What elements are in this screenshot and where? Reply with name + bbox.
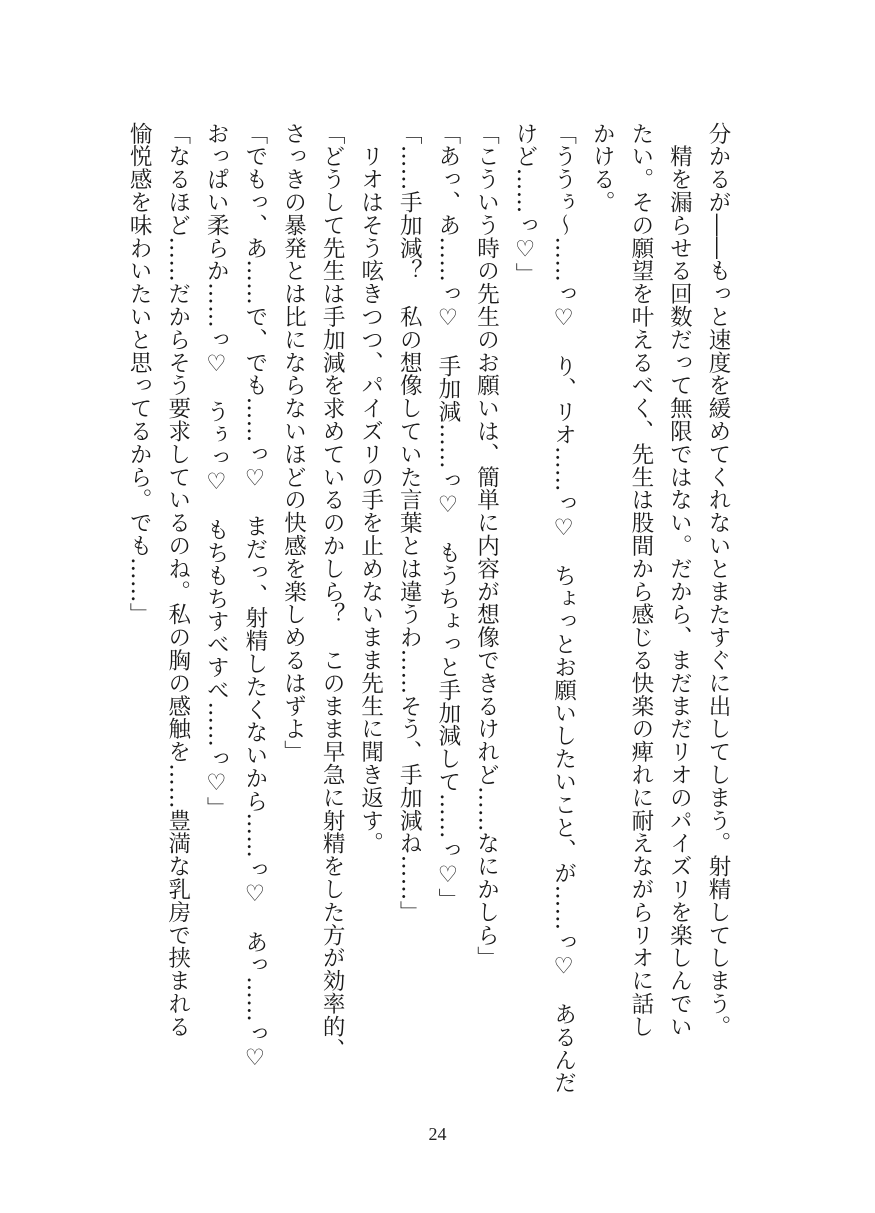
text-line: おっぱい柔らか……っ♡ うぅっ♡ もちもちすべすべ……っ♡」 <box>203 122 230 820</box>
text-line: 「あっ、あ……っ♡ 手加減……っ♡ もうちょっと手加減して……っ♡」 <box>434 122 461 912</box>
vertical-body-text <box>120 122 738 1095</box>
text-line: 「こういう時の先生のお願いは、簡単に内容が想像できるけれど……なにかしら」 <box>473 122 500 970</box>
text-line: 分かるが――もっと速度を緩めてくれないとまたすぐに出してしまう。射精してしまう。 <box>705 122 731 1038</box>
text-line: かける。 <box>589 122 616 214</box>
text-line: たい。その願望を叶えるべく、先生は股間から感じる快楽の痺れに耐えながらリオに話し <box>627 122 654 1038</box>
text-line: さっきの暴発とは比にならないほどの快感を楽しめるはずよ」 <box>280 122 307 764</box>
text-line: リオはそう呟きつつ、パイズリの手を止めないまま先生に聞き返す。 <box>357 122 384 855</box>
text-line: 「どうして先生は手加減を求めているのかしら？ このまま早急に射精をした方が効率的、 <box>319 122 346 1061</box>
text-line: 「……手加減？ 私の想像していた言葉とは違うわ……そう、手加減ね……」 <box>396 122 423 924</box>
text-line: 「なるほど……だからそう要求しているのね。私の胸の感触を……豊満な乳房で挟まれる <box>164 122 191 1038</box>
page-number: 24 <box>428 1124 447 1144</box>
text-line: けど……っ♡」 <box>512 122 539 286</box>
text-line: 「でもっ、あ……で、でも……っ♡ まだっ、射精したくないから……っ♡ あっ……っ♡ <box>241 122 268 1072</box>
text-line: 「ううぅ～……っ♡ り、リオ……っ♡ ちょっとお願いしたいこと、が……っ♡ あるんだ <box>550 122 577 1095</box>
text-line: 精を漏らせる回数だって無限ではない。だから、まだまだリオのパイズリを楽しんでい <box>666 122 693 1038</box>
text-line: 愉悦感を味わいたいと思ってるから。でも……」 <box>126 122 153 626</box>
